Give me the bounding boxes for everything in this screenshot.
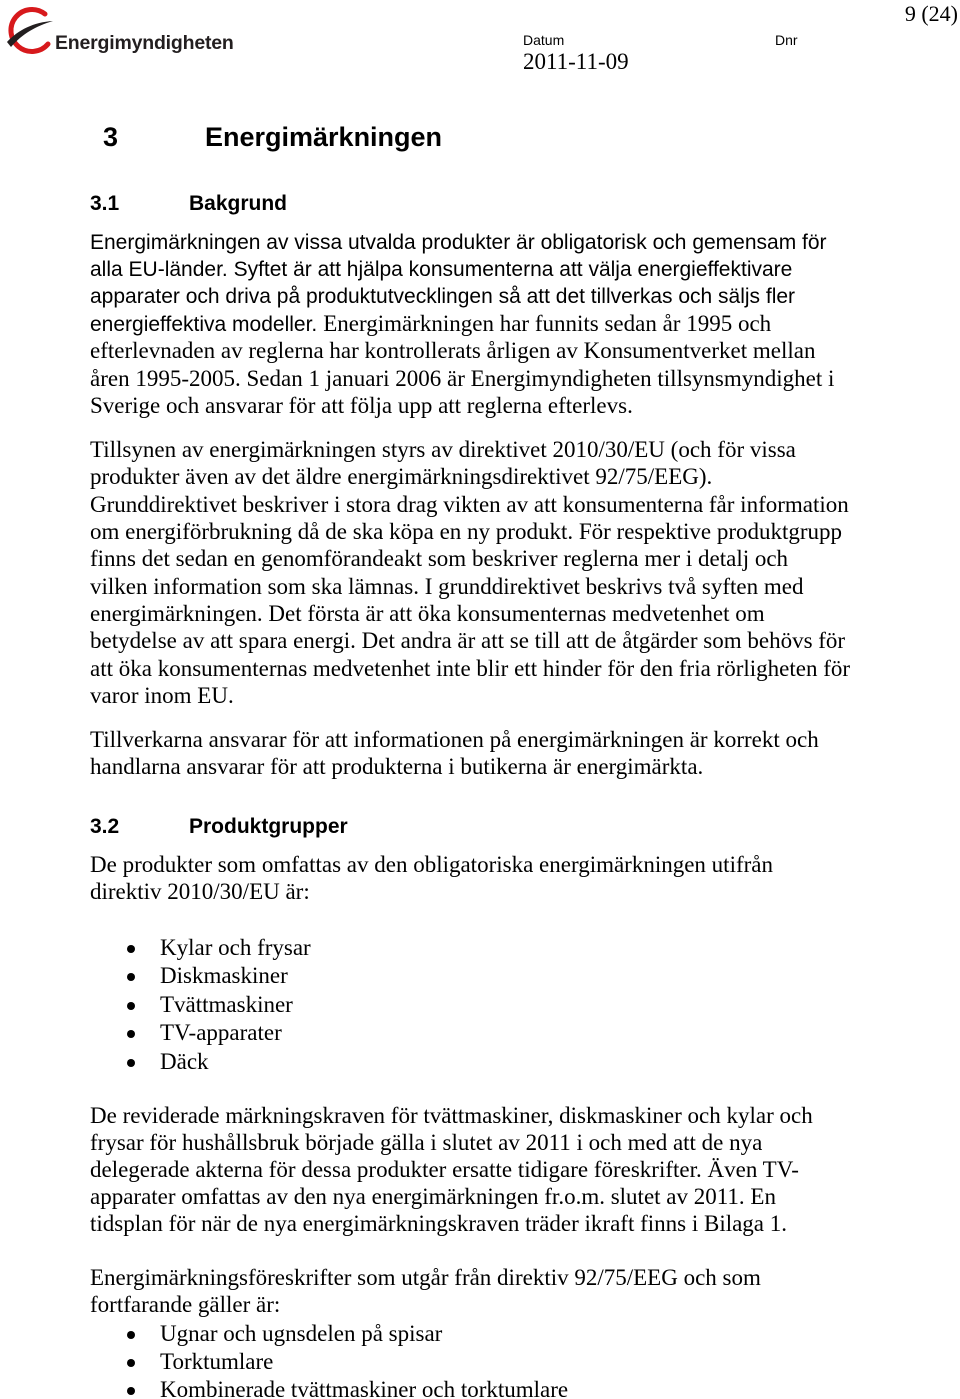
list-item-text: Ugnar och ugnsdelen på spisar: [160, 1321, 443, 1346]
intro-old-line-2: fortfarande gäller är:: [90, 1292, 281, 1317]
revised-line-3: delegerade akterna för dessa produkter ersatte tidigare föreskrifter. Även TV-: [90, 1157, 799, 1182]
bullet-icon: [127, 1387, 135, 1395]
bullet-icon: [127, 1002, 135, 1010]
intro-new-line-1: De produkter som omfattas av den obligatoriska energimärkningen utifrån: [90, 852, 773, 877]
section-3-1-number: 3.1: [90, 192, 120, 215]
section-3-2-number: 3.2: [90, 815, 120, 838]
revised-line-2: frysar för hushållsbruk började gälla i slutet av 2011 i och med att de nya: [90, 1130, 763, 1155]
bakgrund-p2-line-6: vilken information som ska lämnas. I grunddirektivet beskrivs två syften med: [90, 574, 804, 599]
bakgrund-p3-line-1: Tillverkarna ansvarar för att informationen på energimärkningen är korrekt och: [90, 727, 819, 752]
list-item-text: Torktumlare: [160, 1349, 274, 1374]
bakgrund-p2-line-8: betydelse av att spara energi. Det andra är att se till att de åtgärder som behövs för: [90, 628, 846, 653]
date-label: Datum: [523, 32, 565, 48]
section-3-title: Energimärkningen: [205, 122, 443, 152]
bakgrund-p2-line-4: om energiförbrukning då de ska köpa en ny produkt. För respektive produktgrupp: [90, 519, 843, 544]
section-3-number: 3: [103, 122, 119, 152]
bakgrund-p2-line-3: Grunddirektivet beskriver i stora drag vikten av att konsumenterna får information: [90, 492, 849, 517]
bakgrund-p1-line-3: apparater och driva på produktutvecklingen så att det tillverkas och säljs fler: [90, 285, 796, 308]
date-value: 2011-11-09: [523, 49, 629, 74]
intro-new-line-2: direktiv 2010/30/EU är:: [90, 879, 310, 904]
bakgrund-p1-line-4: [90, 310, 771, 337]
bakgrund-p1-line-1: Energimärkningen av vissa utvalda produkter är obligatorisk och gemensam för: [90, 231, 827, 254]
bakgrund-p1-line-6: åren 1995-2005. Sedan 1 januari 2006 är Energimyndigheten tillsynsmyndighet i: [90, 366, 835, 391]
intro-old-line-1: Energimärkningsföreskrifter som utgår från direktiv 92/75/EEG och som: [90, 1265, 761, 1290]
bakgrund-p2-line-5: finns det sedan en genomförandeakt som beskriver reglerna mer i detalj och: [90, 546, 789, 571]
energimyndigheten-logo-icon: [4, 4, 54, 56]
dnr-label: Dnr: [775, 32, 798, 48]
page-number: 9 (24): [904, 1, 958, 26]
list-item-text: Kombinerade tvättmaskiner och torktumlare: [160, 1377, 569, 1399]
list-item-text: TV-apparater: [160, 1020, 282, 1045]
list-item-text: Tvättmaskiner: [160, 992, 293, 1017]
bakgrund-p1-line-4-serif: Energimärkningen har funnits sedan år 1995 och: [323, 311, 772, 336]
bakgrund-p1-line-2: alla EU-länder. Syftet är att hjälpa konsumenterna att välja energieffektivare: [90, 258, 793, 281]
bakgrund-p2-line-2: produkter även av det äldre energimärkningsdirektivet 92/75/EEG).: [90, 464, 713, 489]
revised-line-5: tidsplan för när de nya energimärkningskraven träder ikraft finns i Bilaga 1.: [90, 1211, 788, 1236]
bakgrund-p1-line-4-sans: energieffektiva modeller.: [90, 313, 318, 336]
bakgrund-p2-line-9: att öka konsumenternas medvetenhet inte blir ett hinder för den fria rörligheten för: [90, 656, 851, 681]
bakgrund-p2-line-1: Tillsynen av energimärkningen styrs av direktivet 2010/30/EU (och för vissa: [90, 437, 796, 462]
revised-line-1: De reviderade märkningskraven för tvättmaskiner, diskmaskiner och kylar och: [90, 1103, 813, 1128]
bullet-icon: [127, 973, 135, 981]
revised-line-4: apparater omfattas av den nya energimärkningen fr.o.m. slutet av 2011. En: [90, 1184, 776, 1209]
bakgrund-p2-line-10: varor inom EU.: [90, 683, 234, 708]
bullet-icon: [127, 1059, 135, 1067]
bakgrund-p1-line-7: Sverige och ansvarar för att följa upp att reglerna efterlevs.: [90, 393, 633, 418]
bakgrund-p1-line-5: efterlevnaden av reglerna har kontrollerats årligen av Konsumentverket mellan: [90, 338, 816, 363]
section-3-1-title: Bakgrund: [189, 192, 288, 215]
bullet-icon: [127, 1331, 135, 1339]
list-item-text: Kylar och frysar: [160, 935, 311, 960]
bakgrund-p2-line-7: energimärkningen. Det första är att öka konsumenternas medvetenhet om: [90, 601, 765, 626]
section-3-2-title: Produktgrupper: [189, 815, 348, 838]
list-item-text: Däck: [160, 1049, 209, 1074]
list-item-text: Diskmaskiner: [160, 963, 288, 988]
bullet-icon: [127, 945, 135, 953]
bullet-icon: [127, 1359, 135, 1367]
bullet-icon: [127, 1030, 135, 1038]
bakgrund-p3-line-2: handlarna ansvarar för att produkterna i butikerna är energimärkta.: [90, 754, 704, 779]
logo-text: Energimyndigheten: [55, 32, 234, 54]
